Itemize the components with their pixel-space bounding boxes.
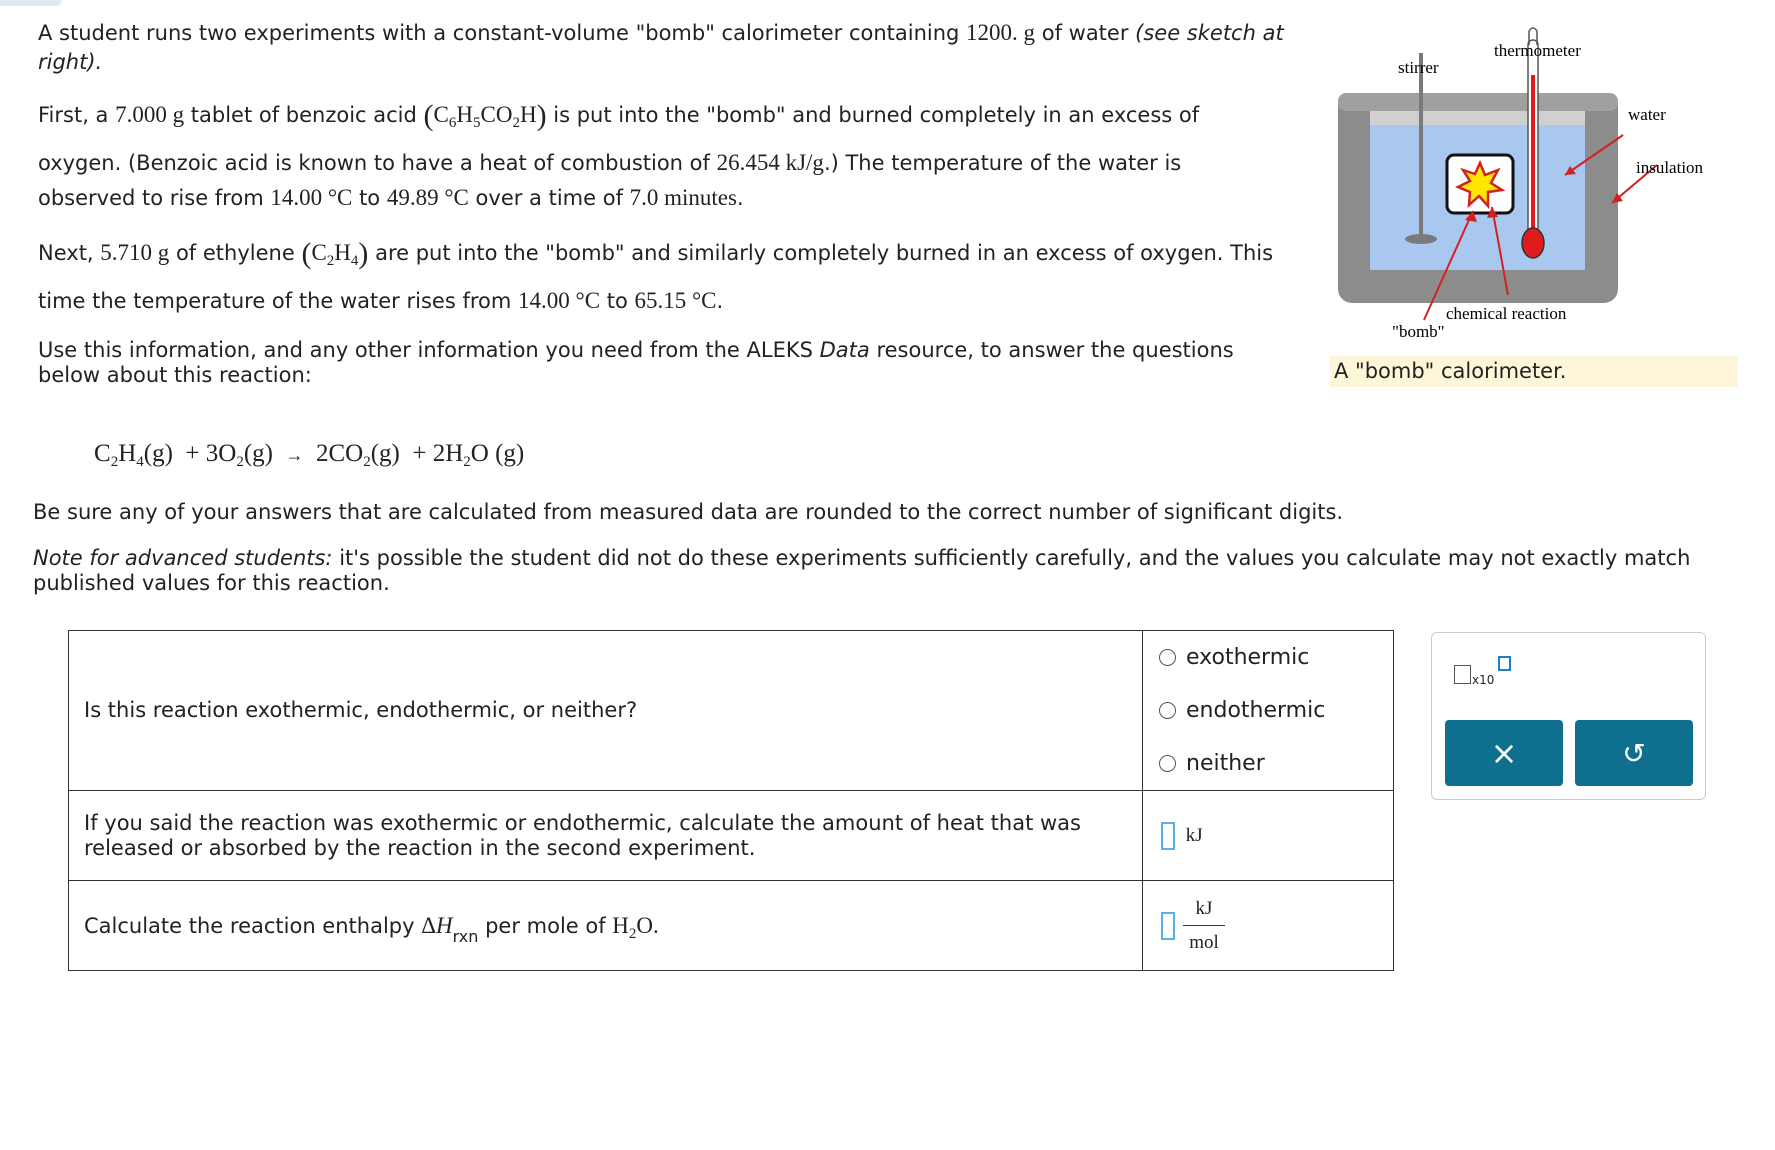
intro-paragraph-2b: oxygen. (Benzoic acid is known to have a heat of combustion of 26.454 kJ/g.) The temperature of the water is [38, 150, 1182, 175]
question-3-answer [1143, 881, 1394, 971]
chemical-reaction-label: chemical reaction [1446, 304, 1567, 323]
question-row-2 [69, 791, 1394, 881]
clear-button[interactable]: × [1445, 720, 1563, 786]
chemical-equation: $C_2H_4(g) + 3O_2(g) \to 2CO_2(g) + 2H_2O$ (g) [94, 440, 525, 470]
question-3-text: Calculate the reaction enthalpy $\Delta H_{rxn}$ per mole of $H_2O$. [69, 881, 1143, 971]
intro-paragraph-4: Use this information, and any other information you need from the ALEKS Data resource, to answer the questions below about this reaction: [38, 338, 1234, 387]
heat-unit: kJ [1185, 825, 1203, 846]
question-2-text: If you said the reaction was exothermic or endothermic, calculate the amount of heat that was released or absorbed by the reaction in the second experiment. [69, 791, 1143, 881]
thermometer-bulb [1522, 228, 1544, 258]
sigfig-note: Be sure any of your answers that are calculated from measured data are rounded to the correct number of significant digits. [33, 500, 1344, 524]
intro-paragraph-2c: observed to rise from 14.00 °C to 49.89 °C over a time of 7.0 minutes. [38, 185, 744, 210]
question-2-answer [1143, 791, 1394, 881]
bomb-label: "bomb" [1392, 322, 1445, 341]
option-exothermic[interactable]: exothermic [1143, 631, 1393, 684]
bomb-calorimeter-sketch [1320, 15, 1740, 345]
intro-paragraph-3: Next, 5.710 g of ethylene $(C_2H_4)$ are put into the "bomb" and similarly completely burned in an excess of oxygen. This [38, 237, 1274, 270]
radio-endothermic[interactable] [1159, 702, 1176, 719]
question-row-3 [69, 881, 1394, 971]
question-row-1 [69, 631, 1394, 791]
option-endothermic[interactable]: endothermic [1143, 684, 1393, 737]
intro-paragraph-2: First, a 7.000 g tablet of benzoic acid $(C_6H_5CO_2H)$ is put into the "bomb" and burned completely in an excess of [38, 99, 1200, 132]
advanced-note: Note for advanced students: it's possible the student did not do these experiments sufficiently carefully, and the values you calculate may not exactly match published values for this reaction. [33, 546, 1691, 595]
sketch-caption: A "bomb" calorimeter. [1330, 356, 1738, 387]
enthalpy-answer-input[interactable] [1161, 912, 1175, 940]
scientific-notation-button[interactable]: x10 [1446, 653, 1510, 693]
question-1-text: Is this reaction exothermic, endothermic, or neither? [69, 631, 1143, 791]
intro-paragraph-3b: time the temperature of the water rises from 14.00 °C to 65.15 °C. [38, 288, 724, 313]
lid-gap [1370, 110, 1585, 125]
radio-exothermic[interactable] [1159, 649, 1176, 666]
unit-denominator: mol [1189, 932, 1219, 953]
option-neither[interactable]: neither [1143, 737, 1393, 790]
intro-paragraph-1: A student runs two experiments with a constant-volume "bomb" calorimeter containing 1200. g of water (see sketch at right). [38, 20, 1284, 74]
question-1-answer [1143, 631, 1394, 791]
water-label: water [1628, 105, 1666, 124]
top-tab-indicator [0, 0, 62, 6]
enthalpy-unit-fraction [1183, 896, 1225, 955]
answer-tools-panel [1431, 632, 1706, 800]
undo-button[interactable]: ↺ [1575, 720, 1693, 786]
unit-numerator: kJ [1195, 898, 1213, 919]
stirrer-label: stirrer [1398, 58, 1439, 77]
heat-answer-input[interactable] [1161, 822, 1175, 850]
stirrer-paddle [1405, 234, 1437, 244]
thermometer-label: thermometer [1494, 41, 1581, 60]
insulation-label: insulation [1636, 158, 1704, 177]
question-table [68, 630, 1394, 971]
radio-neither[interactable] [1159, 755, 1176, 772]
